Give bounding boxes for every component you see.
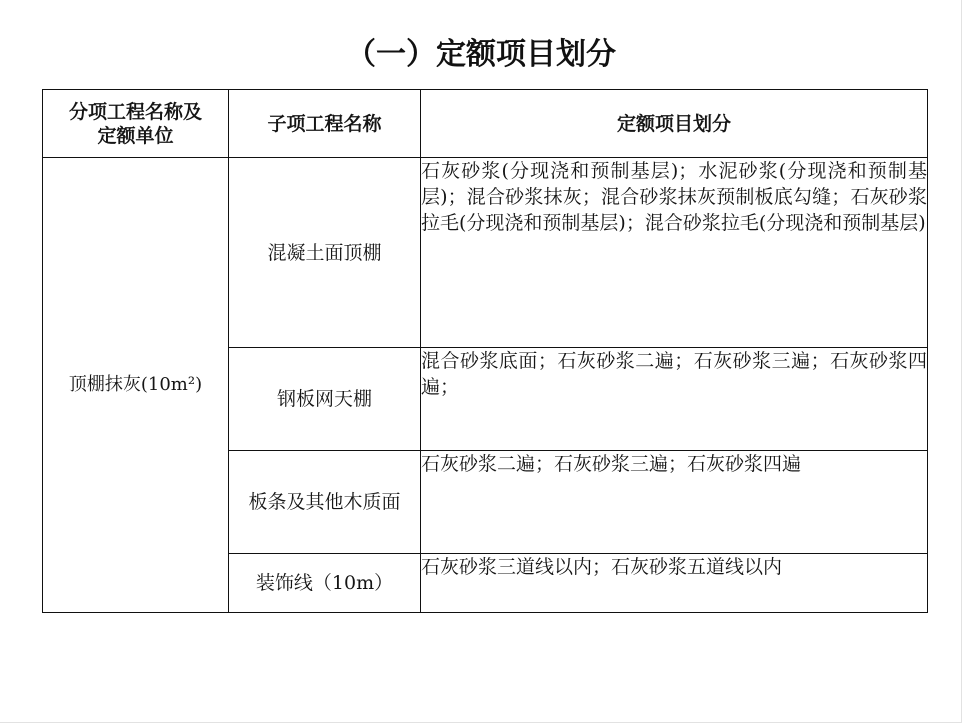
header-quota-division: 定额项目划分	[421, 90, 928, 158]
division-cell: 石灰砂浆三道线以内；石灰砂浆五道线以内	[421, 554, 928, 613]
sub-item-cell: 混凝土面顶棚	[229, 158, 421, 348]
header-line: 分项工程名称及	[68, 100, 202, 123]
page-title: （一）定额项目划分	[346, 37, 616, 72]
sub-item-cell: 装饰线（10m）	[229, 554, 421, 613]
sub-item-cell: 板条及其他木质面	[229, 451, 421, 554]
header-line: 定额单位	[97, 124, 174, 147]
division-cell: 石灰砂浆二遍；石灰砂浆三遍；石灰砂浆四遍	[421, 451, 928, 554]
category-cell: 顶棚抹灰(10m²)	[43, 158, 229, 613]
sub-item-cell: 钢板网天棚	[229, 348, 421, 451]
division-cell: 混合砂浆底面；石灰砂浆二遍；石灰砂浆三遍；石灰砂浆四遍；	[421, 348, 928, 451]
header-sub-item-name: 子项工程名称	[229, 90, 421, 158]
header-item-name-and-unit	[43, 90, 229, 158]
division-cell: 石灰砂浆(分现浇和预制基层)；水泥砂浆(分现浇和预制基层)；混合砂浆抹灰；混合砂浆抹灰预制板底勾缝；石灰砂浆拉毛(分现浇和预制基层)；混合砂浆拉毛(分现浇和预制基层)	[421, 158, 928, 348]
quota-division-table	[42, 89, 928, 613]
table-header-row	[43, 90, 928, 158]
table-row	[43, 158, 928, 348]
